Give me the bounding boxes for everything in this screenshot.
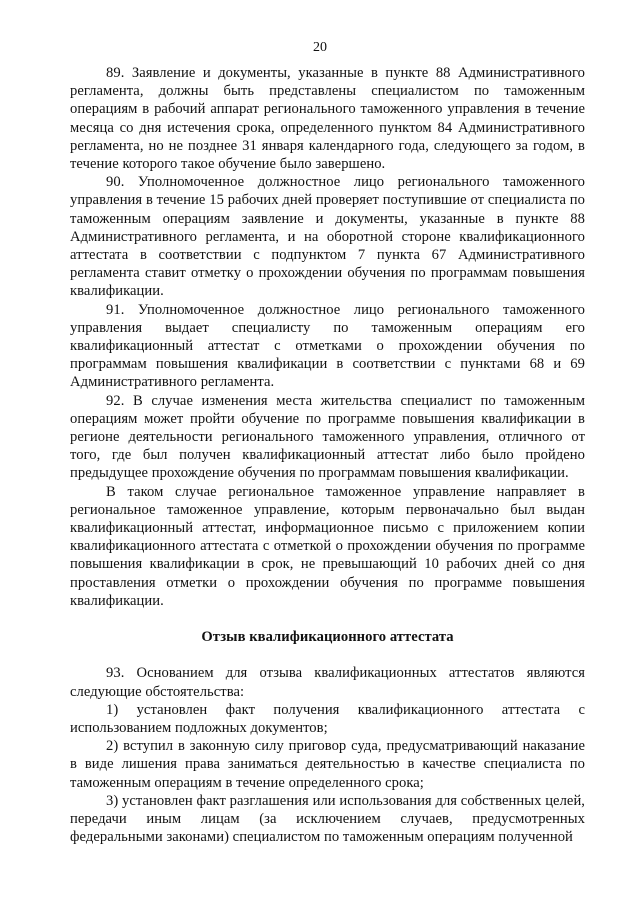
paragraph-90: 90. Уполномоченное должностное лицо регионального таможенного управления в течение 15 рабочих дней проверяет поступившие от специалиста по таможенным операциям заявление и документы, указанные в пункте 88 Административного регламента, и на оборотной стороне квалификационного аттестата в соответствии с подпунктом 7 пункта 67 Административного регламента ставит отметку о прохождении обучения по программам повышения квалификации. <box>70 174 585 300</box>
page-number: 20 <box>313 40 327 55</box>
document-body <box>70 64 585 846</box>
paragraph-89: 89. Заявление и документы, указанные в пункте 88 Административного регламента, должны быть представлены специалистом по таможенным операциям в рабочий аппарат регионального таможенного управления в течение месяца со дня истечения срока, определенного пунктом 84 Административного регламента, но не позднее 31 января календарного года, следующего за годом, в течение которого такое обучение было завершено. <box>70 65 585 173</box>
list-item-2: 2) вступил в законную силу приговор суда, предусматривающий наказание в виде лишения права заниматься деятельностью в качестве специалиста по таможенным операциям в течение определенного срока; <box>70 738 585 791</box>
list-item-3: 3) установлен факт разглашения или использования для собственных целей, передачи иным лицам (за исключением случаев, предусмотренных федеральными законами) специалистом по таможенным операциям полученной <box>70 792 585 846</box>
list-item-1: 1) установлен факт получения квалификационного аттестата с использованием подложных документов; <box>70 701 585 736</box>
paragraph-91: 91. Уполномоченное должностное лицо регионального таможенного управления выдает специалисту по таможенным операциям его квалификационный аттестат с отметками о прохождении обучения по программам повышения квалификации в соответствии с пунктами 68 и 69 Административного регламента. <box>70 301 585 391</box>
paragraph-92: 92. В случае изменения места жительства специалист по таможенным операциям может пройти обучение по программе повышения квалификации в регионе деятельности регионального таможенного управления, отличного от того, где был получен квалификационный аттестат либо было пройдено предыдущее прохождение обучения по программам повышения квалификации. <box>70 392 585 482</box>
section-heading: Отзыв квалификационного аттестата <box>201 629 454 646</box>
paragraph-92-continued: В таком случае региональное таможенное управление направляет в региональное таможенное управление, которым первоначально был выдан квалификационный аттестат, информационное письмо с приложением копии квалификационного аттестата с отметкой о прохождении обучения по программе повышения квалификации в срок, не превышающий 10 рабочих дней со дня проставления отметки о прохождении обучения по программе повышения квалификации. <box>70 483 585 609</box>
paragraph-93: 93. Основанием для отзыва квалификационных аттестатов являются следующие обстоятельства: <box>70 665 585 700</box>
